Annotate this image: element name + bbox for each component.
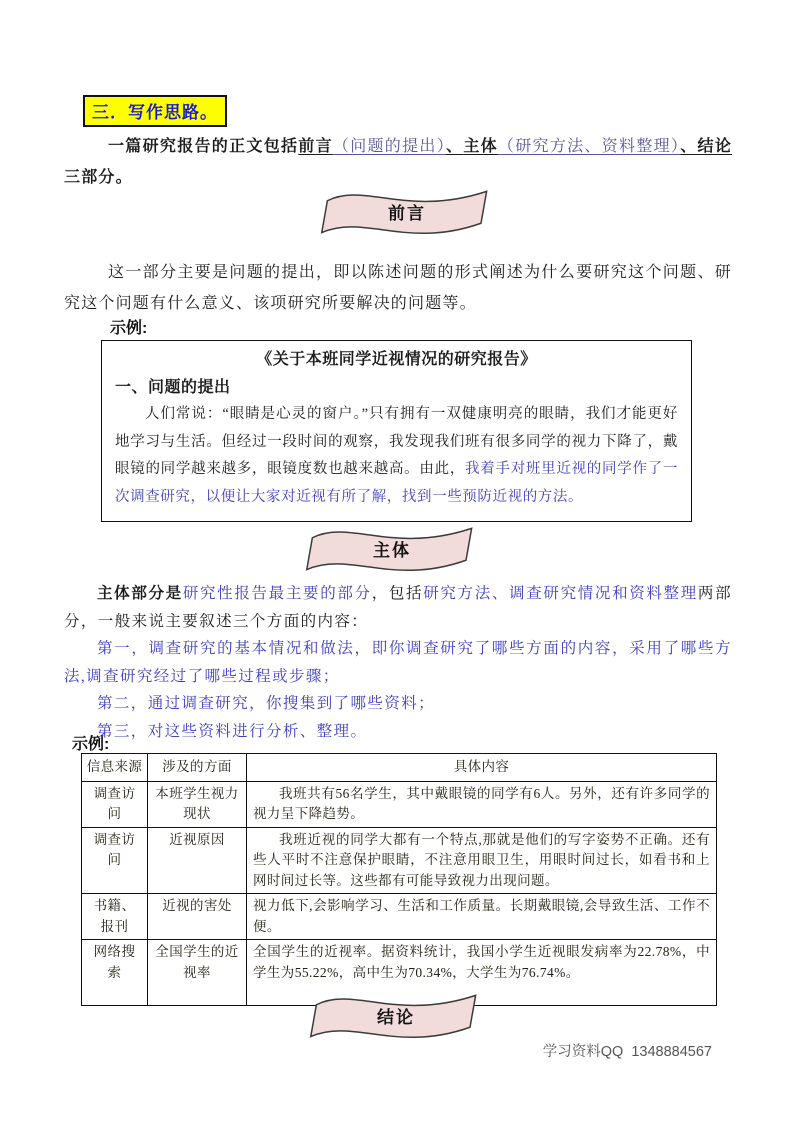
preface-example-box bbox=[101, 340, 692, 522]
example-section-heading: 一、问题的提出 bbox=[115, 378, 231, 396]
text-segment: 人们常说：“眼睛是心灵的窗户。”只有拥有一双健康明亮的眼睛，我们才能更好地学习与生活。但经过一段时间的观察，我发现我们班有很多同学的视力下降了，戴眼镜的同学越来越多，眼镜度数也越来越高。由此， bbox=[115, 406, 678, 477]
text-segment: 主体部分是 bbox=[97, 585, 183, 602]
cell-source: 调查访问 bbox=[82, 827, 148, 894]
banner-preface bbox=[318, 181, 496, 243]
cell-aspect: 全国学生的近视率 bbox=[148, 940, 247, 1006]
text-segment: 我着手对班里近视的同学作了一次调查研究，以便让大家对近视有所了解，找到一些预防近视的方法。 bbox=[115, 461, 678, 505]
section-heading: 三．写作思路。 bbox=[83, 95, 227, 127]
text-segment: 第三，对这些资料进行分析、整理。 bbox=[97, 722, 368, 740]
cell-source: 书籍、报刊 bbox=[82, 894, 148, 940]
banner-body bbox=[303, 518, 481, 580]
body-paragraph-3 bbox=[64, 690, 732, 718]
cell-aspect: 近视的害处 bbox=[148, 894, 247, 940]
banner-body-label: 主体 bbox=[373, 540, 411, 560]
table-row bbox=[82, 781, 717, 827]
cell-content: 我班近视的同学大都有一个特点,那就是他们的写字姿势不正确。还有些人平时不注意保护眼睛，不注意用眼卫生，用眼时间过长，如看书和上网时间过长等。这些都有可能导致视力出现问题。 bbox=[247, 827, 717, 894]
sources-table bbox=[81, 753, 717, 1006]
table-header-row bbox=[82, 754, 717, 782]
cell-source: 网络搜索 bbox=[82, 940, 148, 1006]
banner-conclusion bbox=[307, 985, 485, 1047]
table-row bbox=[82, 894, 717, 940]
example-paragraph bbox=[115, 401, 678, 511]
banner-conclusion-label: 结论 bbox=[377, 1007, 415, 1027]
text-segment: 一篇研究报告的正文包括 bbox=[108, 138, 299, 155]
text-segment: （问题的提出） bbox=[332, 138, 446, 155]
text-segment: （研究方法、资料整理） bbox=[497, 138, 681, 155]
banner-preface-label: 前言 bbox=[388, 203, 426, 223]
text-segment: 结论 bbox=[697, 138, 733, 155]
preface-paragraph bbox=[64, 257, 732, 319]
cell-content: 全国学生的近视率。据资料统计，我国小学生近视眼发病率为22.78%，中学生为55.22%，高中生为70.34%，大学生为76.74%。 bbox=[247, 940, 717, 1006]
text-segment: 研究方法、调查研究情况和资料整理 bbox=[423, 585, 698, 602]
text-segment: 、 bbox=[680, 138, 698, 155]
cell-aspect: 本班学生视力现状 bbox=[148, 781, 247, 827]
preface-example-label: 示例: bbox=[110, 320, 148, 337]
text-segment: 研究性报告最主要的部分 bbox=[182, 585, 372, 602]
header-source: 信息来源 bbox=[82, 754, 148, 782]
table-row bbox=[82, 827, 717, 894]
body-paragraph-1 bbox=[64, 580, 732, 635]
cell-content: 视力低下,会影响学习、生活和工作质量。长期戴眼镜,会导致生活、工作不便。 bbox=[247, 894, 717, 940]
text-segment: 三部分。 bbox=[64, 169, 133, 186]
footer-watermark: 学习资料QQ 1348884567 bbox=[542, 1044, 712, 1060]
cell-content: 我班共有56名学生，其中戴眼镜的同学有6人。另外，还有许多同学的视力呈下降趋势。 bbox=[247, 781, 717, 827]
example-report-title: 《关于本班同学近视情况的研究报告》 bbox=[256, 351, 537, 368]
body-paragraph-4 bbox=[64, 718, 732, 746]
text-segment: 主体 bbox=[463, 138, 498, 155]
text-segment: 第一，调查研究的基本情况和做法，即你调查研究了哪些方面的内容，采用了哪些方法,调查研究经过了哪些过程或步骤； bbox=[64, 640, 732, 685]
header-aspect: 涉及的方面 bbox=[148, 754, 247, 782]
text-segment: ，包括 bbox=[371, 585, 424, 602]
text-segment: 、 bbox=[446, 138, 464, 155]
cell-source: 调查访问 bbox=[82, 781, 148, 827]
cell-aspect: 近视原因 bbox=[148, 827, 247, 894]
body-paragraph-2 bbox=[64, 635, 732, 690]
body-example-label: 示例: bbox=[72, 736, 110, 753]
text-segment: 第二，通过调查研究，你搜集到了哪些资料； bbox=[97, 695, 436, 712]
body-paragraphs bbox=[64, 580, 732, 745]
header-content: 具体内容 bbox=[247, 754, 717, 782]
text-segment: 这一部分主要是问题的提出，即以陈述问题的形式阐述为什么要研究这个问题、研究这个问题有什么意义、该项研究所要解决的问题等。 bbox=[64, 264, 732, 312]
text-segment: 前言 bbox=[298, 138, 333, 155]
text-segment: 两部分，一般来说主要叙述三个方面的内容： bbox=[64, 585, 732, 630]
